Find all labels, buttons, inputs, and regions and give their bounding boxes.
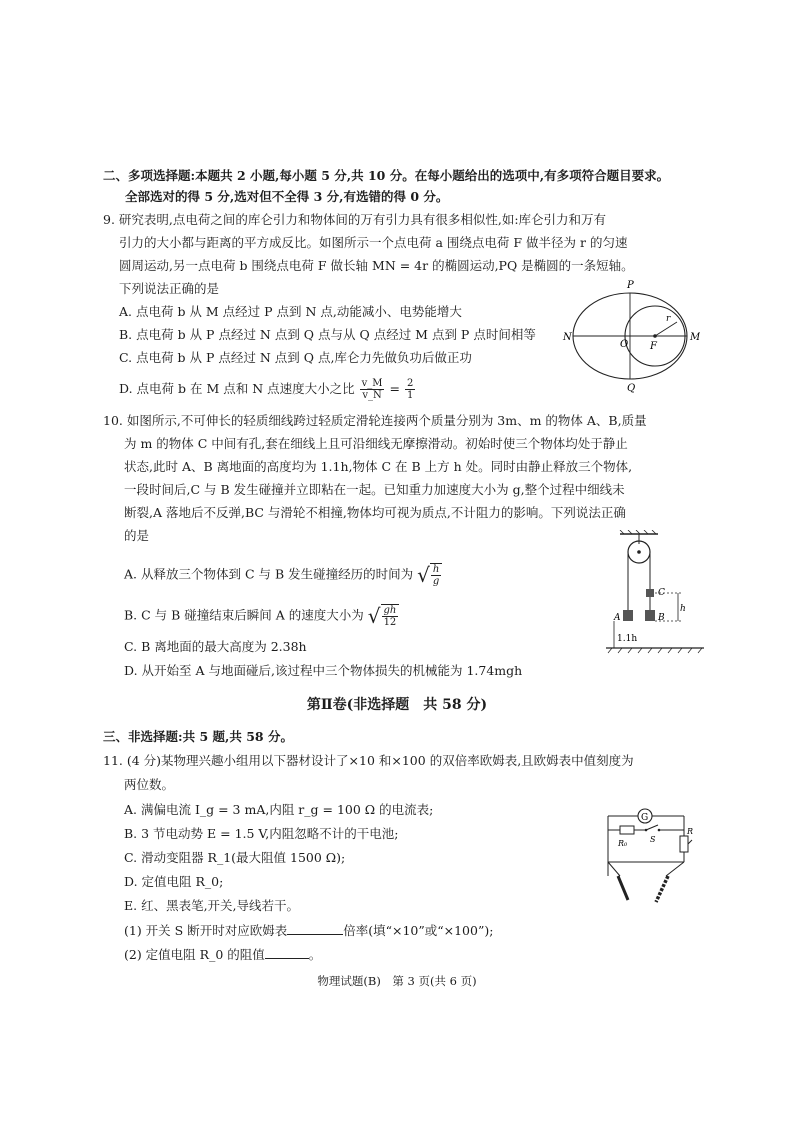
q11-circuit-figure [600,796,695,908]
q10-label-c: C [658,588,665,598]
q9-stem-line-2: 引力的大小都与距离的平方成反比。如图所示一个点电荷 a 围绕点电荷 F 做半径为 r 的匀速 [119,235,628,250]
q11-item-b: B. 3 节电动势 E = 1.5 V,内阻忽略不计的干电池; [124,826,399,841]
q11-item-c: C. 滑动变阻器 R_1(最大阻值 1500 Ω); [124,850,346,865]
q10-option-a-text: A. 从释放三个物体到 C 与 B 发生碰撞经历的时间为 [124,566,414,582]
q10-label-h: h [680,604,686,614]
q10-option-c: C. B 离地面的最大高度为 2.38h [124,639,307,654]
q10-stem-line-4: 一段时间后,C 与 B 发生碰撞并立即粘在一起。已知重力加速度大小为 g,整个过程中细线未 [124,482,625,497]
q11-resistor-r0 [620,826,634,834]
q9-label-o: O [620,339,629,350]
q11-sub-question-1 [124,924,493,938]
q9-stem-line-4: 下列说法正确的是 [119,281,220,296]
section-2-header-line-1: 二、多项选择题:本题共 2 小题,每小题 5 分,共 10 分。在每小题给出的选项中,有多项符合题目要求。 [103,168,670,183]
q9-label-m: M [690,332,700,343]
q10-option-b-text: B. C 与 B 碰撞结束后瞬间 A 的速度大小为 [124,607,364,623]
q10-block-c [646,589,654,597]
q10-stem-line-3: 状态,此时 A、B 离地面的高度均为 1.1h,物体 C 在 B 上方 h 处。同时由静止释放三个物体, [124,459,633,474]
q11-answer-blank-1[interactable] [287,924,343,935]
q9-label-p: P [627,280,634,291]
q9-option-d [119,378,416,401]
q11-stem-line-1: 11. (4 分)某物理兴趣小组用以下器材设计了×10 和×100 的双倍率欧姆表,且欧姆表中值刻度为 [103,753,634,768]
q11-sub-question-2 [124,948,321,962]
q11-black-probe [656,876,668,902]
q11-item-a: A. 满偏电流 I_g = 3 mA,内阻 r_g = 100 Ω 的电流表; [124,802,434,817]
q11-sub-2-text: (2) 定值电阻 R_0 的阻值 [124,947,265,962]
q11-sub-1-text: (1) 开关 S 断开时对应欧姆表 [124,923,288,938]
q11-answer-blank-2[interactable] [265,948,309,959]
q9-focus-point [653,334,657,338]
q9-option-d-value: $\frac{2}{1}$ [406,378,414,401]
q11-red-probe [618,876,628,900]
q10-label-b: B [658,613,665,623]
q10-label-a: A [614,613,621,623]
q10-option-b [124,604,399,628]
q10-stem-line-2: 为 m 的物体 C 中间有孔,套在细线上且可沿细线无摩擦滑动。初始时使三个物体均处于静止 [124,436,628,451]
q9-stem-line-3: 圆周运动,另一点电荷 b 围绕点电荷 F 做长轴 MN = 4r 的椭圆运动,PQ 是椭圆的一条短轴。 [119,258,634,273]
q10-option-d: D. 从开始至 A 与地面碰后,该过程中三个物体损失的机械能为 1.74mgh [124,663,523,678]
q9-option-c: C. 点电荷 b 从 P 点经过 N 点到 Q 点,库仑力先做负功后做正功 [119,350,472,365]
q11-rheostat [680,836,688,852]
q10-stem-line-5: 断裂,A 落地后不反弹,BC 与滑轮不相撞,物体均可视为质点,不计阻力的影响。下列说法正确 [124,505,626,520]
q11-switch [646,825,658,830]
q9-label-f: F [650,341,657,352]
part-2-title: 第Ⅱ卷(非选择题 共 58 分) [306,697,488,713]
q11-sub-1-suffix: 倍率(填“×10”或“×100”); [343,923,494,938]
q9-label-r: r [666,314,671,324]
q10-block-a [623,610,633,621]
q9-stem-line-1: 9. 研究表明,点电荷之间的库仑引力和物体间的万有引力具有很多相似性,如:库仑引力和万有 [103,212,607,227]
q11-stem-line-2: 两位数。 [124,777,175,792]
q10-stem-line-6: 的是 [124,528,150,543]
section-2-header-line-2: 全部选对的得 5 分,选对但不全得 3 分,有选错的得 0 分。 [125,189,449,204]
q9-option-a: A. 点电荷 b 从 M 点经过 P 点到 N 点,动能减小、电势能增大 [119,304,462,319]
page-footer: 物理试题(B) 第 3 页(共 6 页) [317,974,477,988]
q11-item-e: E. 红、黑表笔,开关,导线若干。 [124,898,300,913]
q11-label-s: S [650,835,656,844]
q9-option-d-text: D. 点电荷 b 在 M 点和 N 点速度大小之比 [119,381,355,396]
q11-label-r0: R₀ [618,839,628,848]
q9-option-d-ratio: $\frac{v\_M}{v\_N}$ [361,378,383,401]
q10-block-b [645,610,655,621]
q11-label-r: R [687,827,694,836]
q11-label-g: G [641,813,649,823]
q10-option-a-sqrt: √ $\frac{h}{g}$ [417,563,442,587]
q10-option-a [124,563,442,587]
q10-label-1-1h: 1.1h [617,634,638,644]
q9-label-n: N [563,332,572,343]
q10-stem-line-1: 10. 如图所示,不可伸长的轻质细线跨过轻质定滑轮连接两个质量分别为 3m、m 的物体 A、B,质量 [103,413,647,428]
q9-ellipse-figure [560,276,700,396]
q9-option-b: B. 点电荷 b 从 P 点经过 N 点到 Q 点与从 Q 点经过 M 点到 P 点时间相等 [119,327,536,342]
q11-item-d: D. 定值电阻 R_0; [124,874,224,889]
q11-sub-2-suffix: 。 [308,947,322,962]
q9-radius-line [655,322,677,336]
q9-option-d-equals: = [389,381,400,396]
section-3-header: 三、非选择题:共 5 题,共 58 分。 [103,729,293,744]
q10-pulley-figure [600,530,710,662]
q10-option-b-sqrt: √ $\frac{gh}{12}$ [368,604,400,628]
q9-label-q: Q [627,383,636,394]
